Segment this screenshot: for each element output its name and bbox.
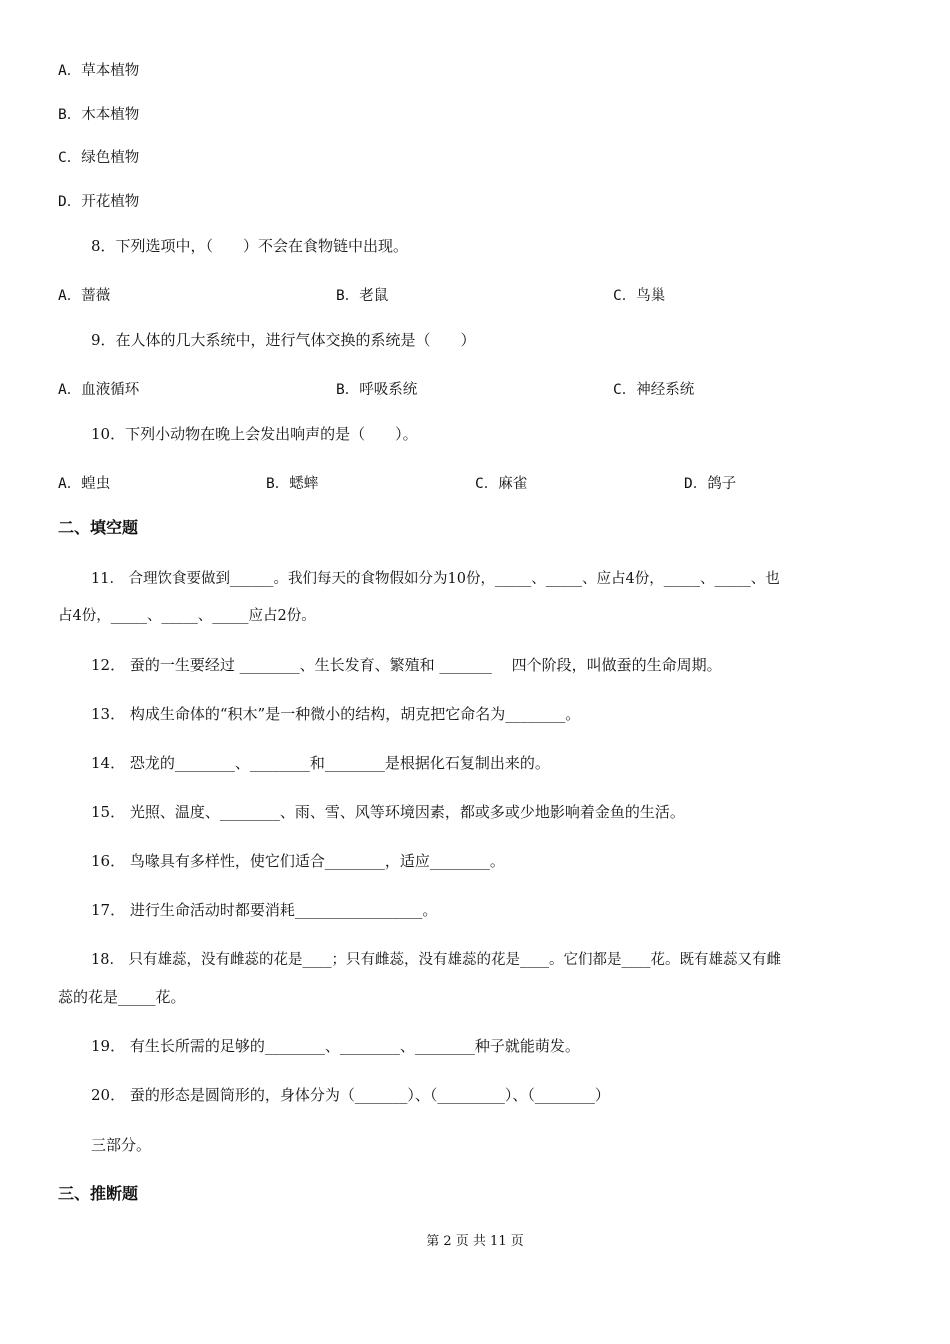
question-10-stem: 10．下列小动物在晚上会发出响声的是（ ）。 (91, 425, 418, 443)
question-18-line-1: 18． 只有雄蕊，没有雌蕊的花是____；只有雌蕊，没有雄蕊的花是____。它们都是____花。既有雄蕊又有雌 (91, 952, 782, 968)
q10-option-b: B．蟋蟀 (266, 476, 319, 492)
question-11-line-1: 11． 合理饮食要做到______。我们每天的食物假如分为10份，_____、_____、应占4份，_____、_____、也 (91, 571, 780, 587)
q8-option-b: B．老鼠 (336, 288, 389, 304)
q10-option-a: A．蝗虫 (58, 476, 111, 492)
question-14: 14． 恐龙的________、________和________是根据化石复制出来的。 (91, 754, 550, 772)
question-20-line-1: 20． 蚕的形态是圆筒形的，身体分为（_______）、（_________）、（________） (91, 1086, 610, 1104)
option-a: A．草本植物 (58, 63, 140, 79)
q9-option-c: C．神经系统 (613, 382, 695, 398)
page-footer: 第 2 页 共 11 页 (426, 1234, 524, 1249)
section-heading-fill-blank: 二、填空题 (58, 518, 139, 537)
q10-option-d: D．鸽子 (684, 476, 737, 492)
q10-option-c: C．麻雀 (475, 476, 528, 492)
question-18-line-2: 蕊的花是_____花。 (58, 988, 186, 1006)
option-c: C．绿色植物 (58, 150, 140, 166)
q9-option-a: A．血液循环 (58, 382, 140, 398)
q8-option-c: C．鸟巢 (613, 288, 666, 304)
option-b: B．木本植物 (58, 107, 140, 123)
question-9-stem: 9．在人体的几大系统中，进行气体交换的系统是（ ） (91, 331, 476, 349)
question-20-line-2: 三部分。 (91, 1136, 152, 1154)
question-19: 19． 有生长所需的足够的________、________、________种子就能萌发。 (91, 1037, 580, 1055)
question-11-line-2: 占4份，_____、_____、_____应占2份。 (58, 608, 316, 624)
q8-option-a: A．蔷薇 (58, 288, 111, 304)
section-heading-judgement: 三、推断题 (58, 1184, 139, 1203)
question-13: 13． 构成生命体的“积木”是一种微小的结构，胡克把它命名为________。 (91, 705, 581, 723)
question-12: 12． 蚕的一生要经过 ________、生长发育、繁殖和 _______ 四个阶段，叫做蚕的生命周期。 (91, 656, 722, 674)
question-8-stem: 8．下列选项中，（ ）不会在食物链中出现。 (91, 237, 409, 255)
question-15: 15． 光照、温度、________、雨、雪、风等环境因素，都或多或少地影响着金鱼的生活。 (91, 803, 685, 821)
q9-option-b: B．呼吸系统 (336, 382, 418, 398)
option-d: D．开花植物 (58, 194, 140, 210)
question-16: 16． 鸟喙具有多样性，使它们适合________，适应________。 (91, 852, 505, 870)
question-17: 17． 进行生命活动时都要消耗_________________。 (91, 901, 438, 919)
